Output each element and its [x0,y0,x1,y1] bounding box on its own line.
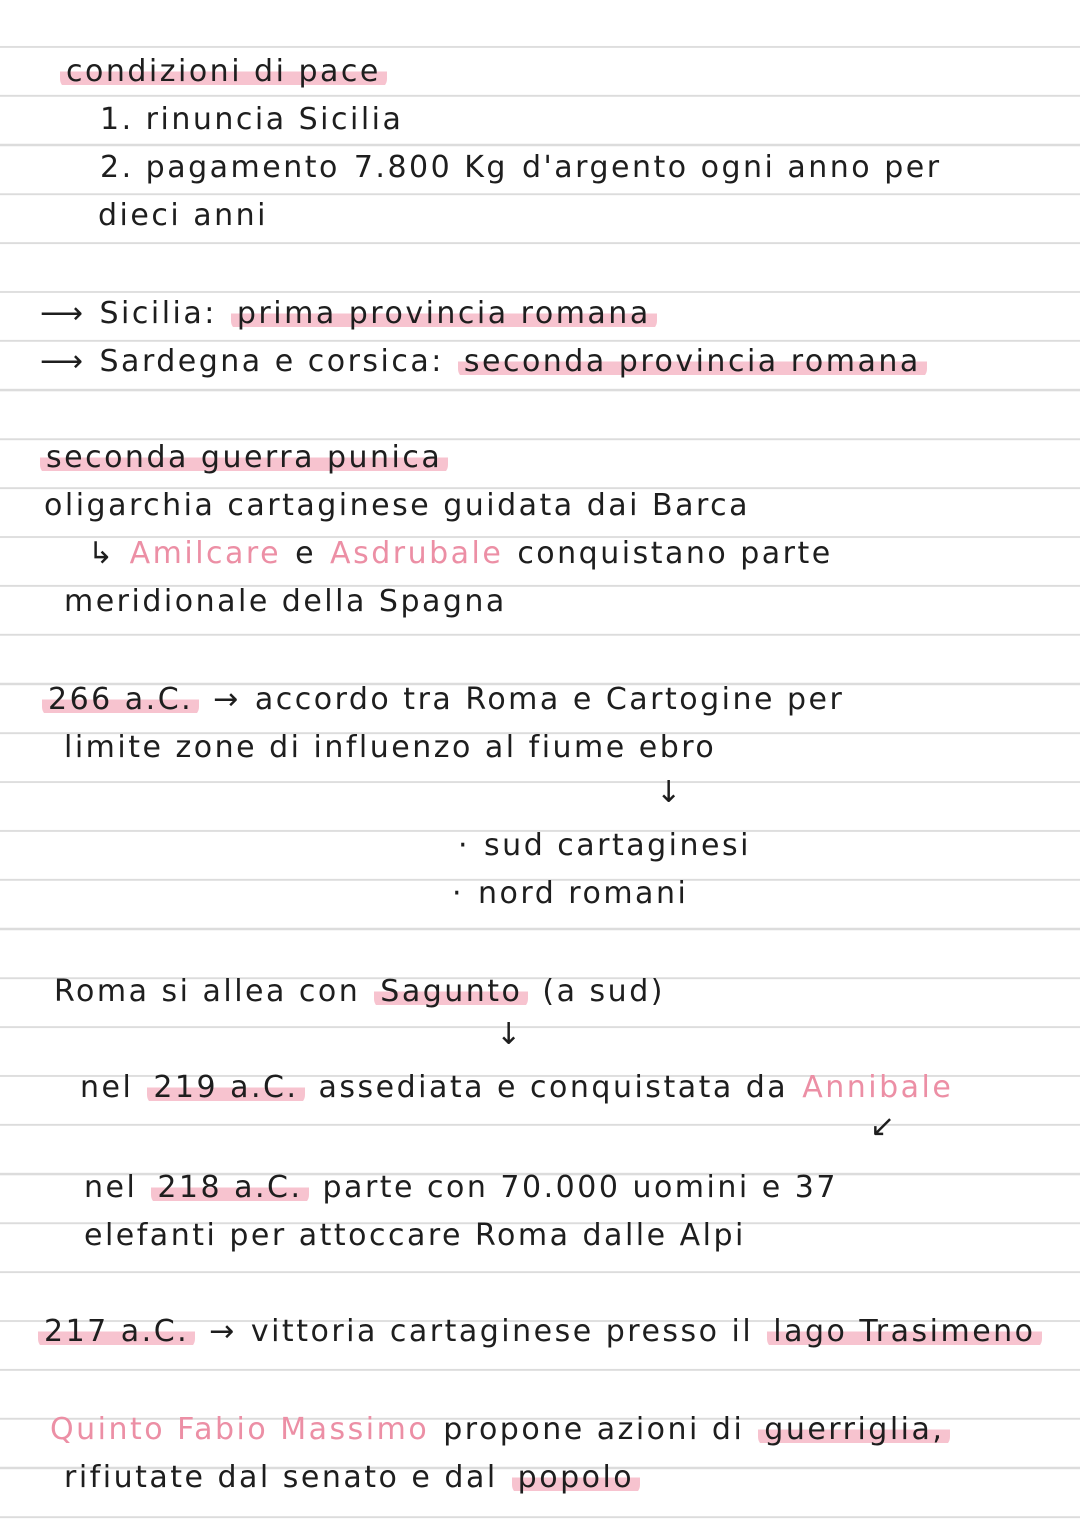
sicilia-label: Sicilia: [99,295,217,331]
trasimeno-line [0,1307,1080,1355]
rifiutate-text: rifiutate dal senato e dal [64,1459,498,1495]
accordo-line [0,675,1080,723]
nel-text: nel [80,1069,134,1105]
sicilia-line [0,289,1080,337]
parte-con-text: parte con 70.000 uomini e 37 [322,1169,838,1205]
sardegna-label: Sardegna e corsica: [99,343,444,379]
right-arrow-icon: → [209,1313,237,1349]
elefanti-text: elefanti per attoccare Roma dalle Alpi [84,1217,746,1253]
peace-heading-line [0,47,1080,95]
peace-item-2-text-c: d'argento ogni anno per [521,149,942,185]
name-amilcare: Amilcare [129,535,282,571]
down-arrow-icon: ↓ [656,775,682,810]
heading-condizioni-di-pace: condizioni di pace [60,54,387,89]
barca-line [0,529,1080,577]
a-sud-text: (a sud) [542,973,665,1009]
guerriglia-text: guerriglia, [758,1412,950,1447]
sud-text: sud cartaginesi [484,827,751,863]
nord-text: nord romani [478,875,689,911]
peace-item-2-amount: 7.800 Kg [353,149,508,185]
lago-trasimeno: lago Trasimeno [767,1314,1041,1349]
limite-text: limite zone di influenzo al fiume ebro [64,729,717,765]
sardegna-line [0,337,1080,385]
right-arrow-icon: ⟶ [40,343,86,379]
return-arrow-icon: ↳ [88,535,116,571]
conquistano-text: conquistano parte [517,535,833,571]
heading-seconda-guerra-punica: seconda guerra punica [40,440,448,475]
fabio-line [0,1405,1080,1453]
year-217: 217 a.C. [38,1314,195,1349]
assediata-text: assediata e conquistata da [318,1069,789,1105]
oligarchia-text: oligarchia cartaginese guidata dai Barca [44,487,751,523]
roma-line [0,967,1080,1015]
meridionale-text: meridionale della Spagna [64,583,507,619]
rifiutate-line [0,1453,1080,1501]
peace-item-1 [0,95,1080,143]
name-asdrubale: Asdrubale [330,535,504,571]
elefanti-line [0,1211,1080,1259]
nord-line [0,869,1080,917]
limite-line [0,723,1080,771]
right-arrow-icon: → [213,681,241,717]
vittoria-text: vittoria cartaginese presso il [250,1313,754,1349]
peace-item-2-text-a: 2. pagamento [100,149,340,185]
name-annibale: Annibale [802,1069,954,1105]
roma-text: Roma si allea con [54,973,361,1009]
partenza-line [0,1163,1080,1211]
year-219: 219 a.C. [147,1070,304,1105]
second-war-heading-line [0,433,1080,481]
oligarchia-line [0,481,1080,529]
name-sagunto: Sagunto [374,974,528,1009]
assedio-line [0,1063,1080,1111]
bullet-icon: · [458,827,471,863]
peace-item-2 [0,143,1080,191]
sicilia-province: prima provincia romana [231,296,657,331]
sardegna-province: seconda provincia romana [458,344,927,379]
year-218: 218 a.C. [151,1170,308,1205]
peace-item-2-text-d: dieci anni [98,197,268,233]
meridionale-line [0,577,1080,625]
right-arrow-icon: ⟶ [40,295,86,331]
peace-item-1-text: 1. rinuncia Sicilia [100,101,404,137]
year-266: 266 a.C. [42,682,199,717]
sud-line [0,821,1080,869]
nel-text-2: nel [84,1169,138,1205]
curved-arrow-icon: ↙ [870,1109,896,1144]
conjunction-e: e [295,535,317,571]
name-quinto-fabio-massimo: Quinto Fabio Massimo [50,1411,430,1447]
propone-text: propone azioni di [443,1411,745,1447]
popolo-text: popolo [512,1460,640,1495]
down-arrow-icon: ↓ [496,1017,522,1052]
peace-item-2-cont [0,191,1080,239]
accordo-text: accordo tra Roma e Cartogine per [254,681,845,717]
bullet-icon: · [452,875,465,911]
